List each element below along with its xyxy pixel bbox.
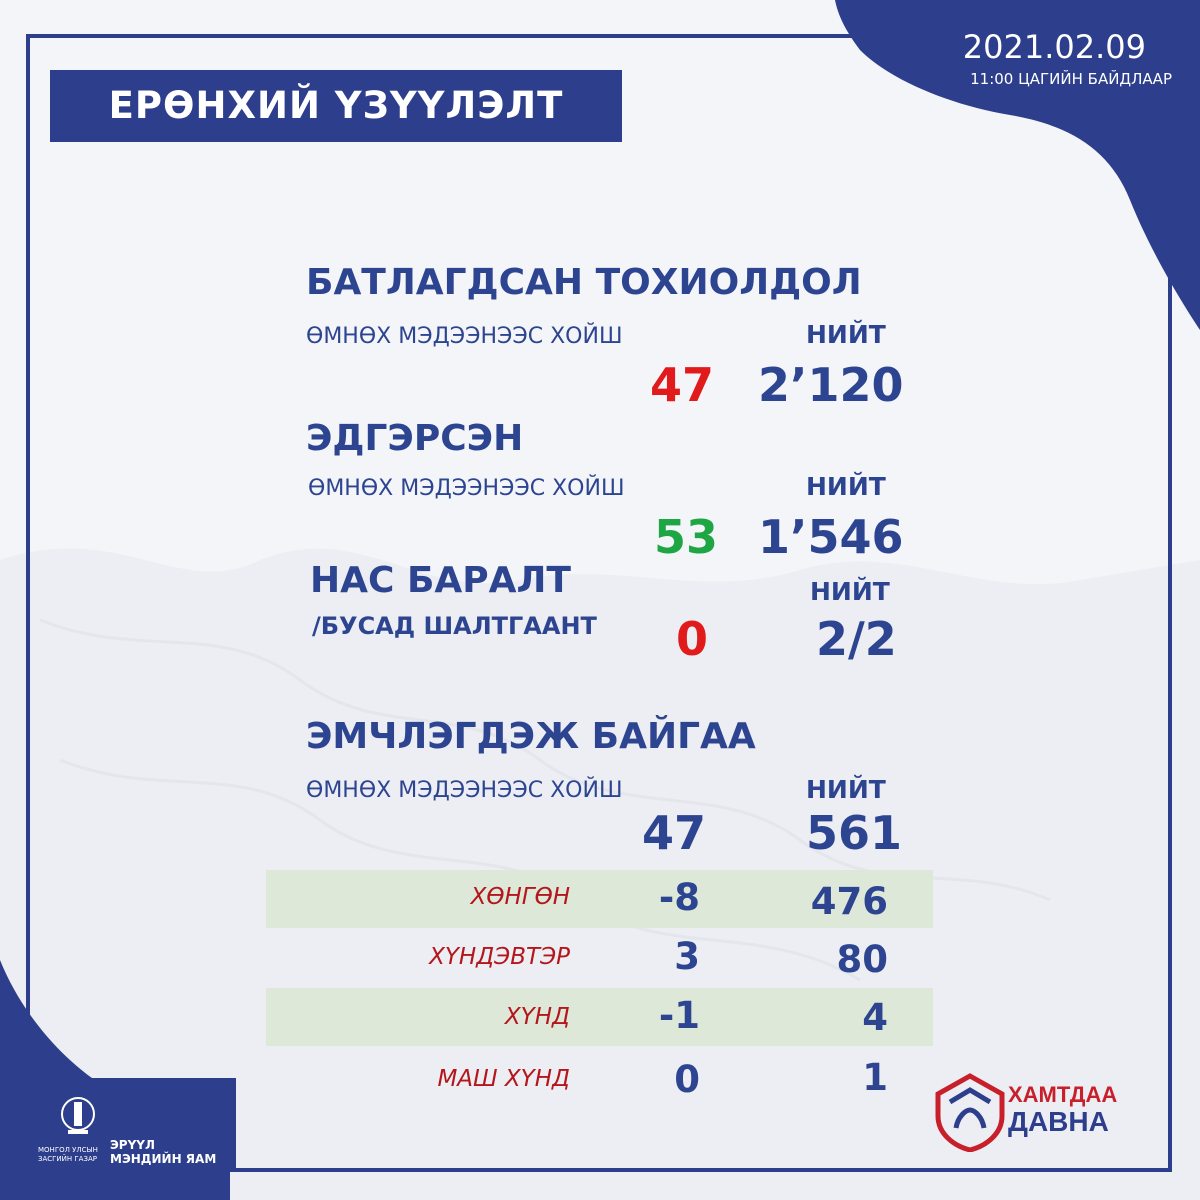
confirmed-since-label: ӨМНӨХ МЭДЭЭНЭЭС ХОЙШ [306,324,623,349]
confirmed-total-value: 2’120 [758,358,904,412]
severity-change-mild: -8 [658,876,700,919]
recovered-total-value: 1’546 [758,510,904,564]
treatment-total-value: 561 [806,806,903,860]
severity-label-critical: МАШ ХҮНД [437,1066,570,1092]
severity-label-moderate: ХҮНДЭВТЭР [429,944,570,970]
treatment-since-label: ӨМНӨХ МЭДЭЭНЭЭС ХОЙШ [306,778,623,803]
severity-change-severe: -1 [658,994,700,1037]
severity-total-moderate: 80 [836,938,888,981]
deaths-total-value: 2/2 [816,612,897,666]
deaths-heading: НАС БАРАЛТ [310,560,571,601]
ministry-name [110,1138,216,1166]
severity-label-severe: ХҮНД [504,1004,570,1030]
severity-total-mild: 476 [810,880,888,923]
treatment-new-value: 47 [642,806,707,860]
treatment-total-label: НИЙТ [806,775,886,804]
gov-caption [38,1146,98,1164]
gov-caption-line2: ЗАСГИЙН ГАЗАР [38,1155,97,1163]
severity-total-severe: 4 [862,996,888,1039]
report-date: 2021.02.09 [962,28,1146,66]
gov-caption-line1: МОНГОЛ УЛСЫН [38,1146,98,1154]
treatment-heading: ЭМЧЛЭГДЭЖ БАЙГАА [306,716,756,757]
campaign-line1: ХАМТДАА [1008,1082,1118,1107]
confirmed-total-label: НИЙТ [806,320,886,349]
severity-label-mild: ХӨНГӨН [470,884,570,910]
deaths-new-value: 0 [676,612,709,666]
ministry-line2: МЭНДИЙН ЯАМ [110,1152,217,1166]
campaign-line2: ДАВНА [1008,1106,1109,1137]
recovered-total-label: НИЙТ [806,472,886,501]
confirmed-new-value: 47 [650,358,715,412]
campaign-logo [930,1072,1150,1152]
ministry-line1: ЭРҮҮЛ [110,1138,155,1152]
shield-home-icon [934,1072,1006,1152]
recovered-heading: ЭДГЭРСЭН [306,418,524,459]
confirmed-heading: БАТЛАГДСАН ТОХИОЛДОЛ [306,262,862,303]
severity-total-critical: 1 [862,1056,888,1099]
report-time-note: 11:00 ЦАГИЙН БАЙДЛААР [970,70,1172,88]
deaths-total-label: НИЙТ [810,577,890,606]
page-title: ЕРӨНХИЙ ҮЗҮҮЛЭЛТ [50,70,622,142]
ministry-logo [26,1078,236,1172]
severity-change-moderate: 3 [674,935,700,978]
recovered-new-value: 53 [654,510,719,564]
recovered-since-label: ӨМНӨХ МЭДЭЭНЭЭС ХОЙШ [308,476,625,501]
state-emblem-icon [58,1094,98,1142]
severity-change-critical: 0 [674,1058,700,1101]
deaths-sub-label: /БУСАД ШАЛТГААНТ [312,612,597,640]
